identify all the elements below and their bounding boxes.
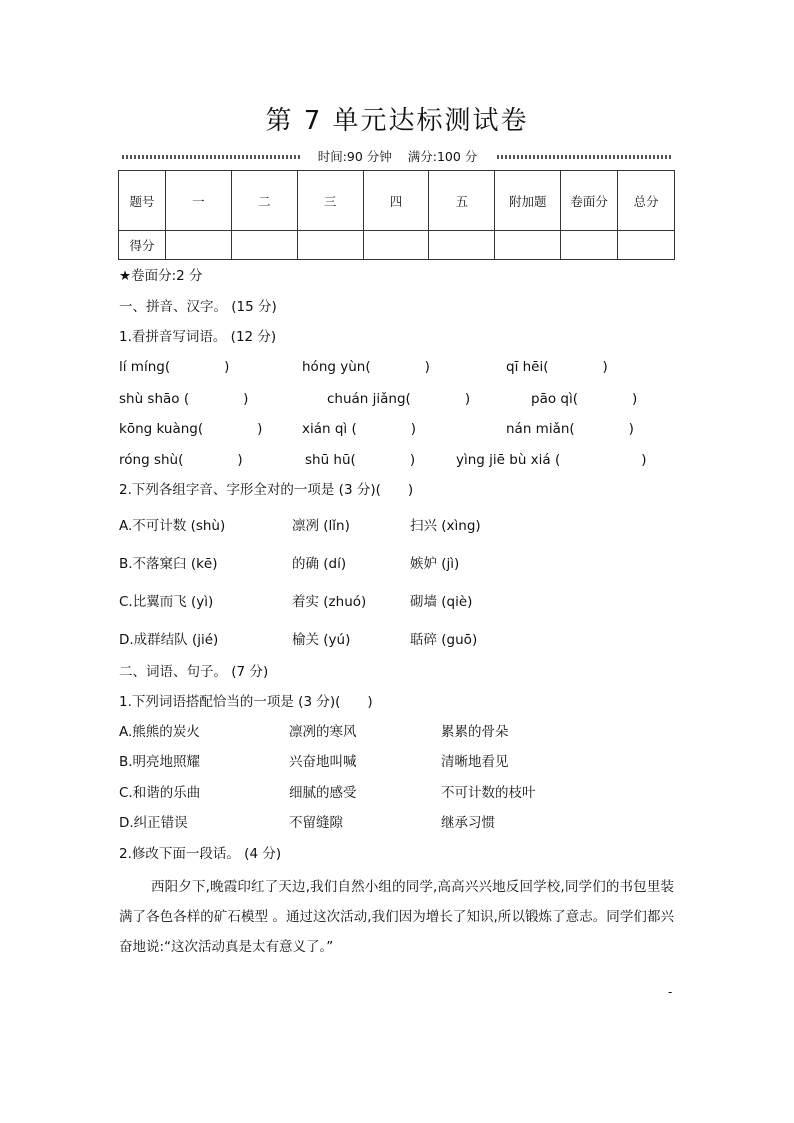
option-a-word-3: 累累的骨朵 [441, 724, 509, 740]
pinyin-item: shū hū( ) [305, 452, 416, 468]
option-a-word-2: 凛冽的寒风 [289, 724, 357, 740]
option-d-word-2: 榆关 (yú) [292, 632, 351, 648]
option-d-word-2: 不留缝隙 [289, 815, 343, 831]
score-row-label: 得分 [119, 231, 166, 260]
option-c-word-2: 细腻的感受 [289, 785, 357, 801]
option-b: B.不落窠臼 (kē) [119, 556, 218, 572]
option-c-word-3: 不可计数的枝叶 [441, 785, 536, 801]
score-cell[interactable] [165, 231, 231, 260]
pinyin-item: xián qì ( ) [302, 421, 417, 437]
exam-time: 时间:90 分钟 [317, 149, 392, 164]
score-table-score-row [119, 231, 675, 260]
score-header-cell: 附加题 [495, 171, 561, 231]
score-header-cell: 三 [297, 171, 363, 231]
option-c: C.和谐的乐曲 [119, 785, 201, 801]
score-header-cell: 一 [165, 171, 231, 231]
pinyin-item: kōng kuàng( ) [119, 421, 263, 437]
pinyin-item: shù shāo ( ) [119, 391, 249, 407]
option-c: C.比翼而飞 (yì) [119, 594, 214, 610]
score-cell[interactable] [297, 231, 363, 260]
score-cell[interactable] [429, 231, 495, 260]
section-2-heading: 二、词语、句子。 (7 分) [119, 664, 269, 680]
pinyin-item: hóng yùn( ) [302, 359, 430, 375]
section-1-heading: 一、拼音、汉字。 (15 分) [119, 299, 277, 315]
option-a: A.熊熊的炭火 [119, 724, 200, 740]
score-table-header-row [119, 171, 675, 231]
score-header-cell: 四 [363, 171, 429, 231]
option-a-word-2: 凛冽 (lǐn) [292, 518, 350, 534]
score-header-cell: 总分 [618, 171, 675, 231]
question-1-2-title: 2.下列各组字音、字形全对的一项是 (3 分)( ) [119, 482, 414, 498]
score-header-cell: 题号 [119, 171, 166, 231]
page-footer-mark: - [668, 985, 673, 999]
option-d: D.纠正错误 [119, 815, 188, 831]
option-c-word-3: 砌墙 (qiè) [410, 594, 473, 610]
option-b-word-3: 清晰地看见 [441, 754, 509, 770]
option-b-word-2: 的确 (dí) [292, 556, 347, 572]
score-header-cell: 卷面分 [561, 171, 618, 231]
option-b-word-3: 嫉妒 (jì) [410, 556, 460, 572]
question-2-2-title: 2.修改下面一段话。 (4 分) [119, 846, 282, 862]
revision-passage: 西阳夕下,晚霞印红了天边,我们自然小组的同学,高高兴兴地反回学校,同学们的书包里装满了各色各样的矿石模型 。通过这次活动,我们因为增长了知识,所以锻炼了意志。同学们都兴奋地说:“这次活动真是太有意义了。” [119, 879, 674, 955]
pinyin-item: yìng jiē bù xiá ( ) [456, 452, 647, 468]
score-cell[interactable] [618, 231, 675, 260]
question-2-1-title: 1.下列词语搭配恰当的一项是 (3 分)( ) [119, 694, 373, 710]
pinyin-item: róng shù( ) [119, 452, 243, 468]
exam-meta [120, 148, 675, 166]
score-header-cell: 二 [231, 171, 297, 231]
score-table [118, 170, 675, 260]
option-b-word-2: 兴奋地叫喊 [289, 754, 357, 770]
pinyin-item: nán miǎn( ) [506, 421, 634, 437]
pinyin-item: lí míng( ) [119, 359, 230, 375]
page-title: 第 7 单元达标测试卷 [265, 106, 529, 136]
pinyin-item: qī hēi( ) [506, 359, 608, 375]
neatness-note: ★卷面分:2 分 [119, 268, 203, 284]
question-1-1-title: 1.看拼音写词语。 (12 分) [119, 329, 277, 345]
option-a: A.不可计数 (shù) [119, 518, 226, 534]
option-d: D.成群结队 (jié) [119, 632, 219, 648]
pinyin-item: pāo qì( ) [531, 391, 638, 407]
score-cell[interactable] [561, 231, 618, 260]
pinyin-item: chuán jiǎng( ) [327, 391, 471, 407]
decorative-wave-right [497, 155, 673, 159]
option-b: B.明亮地照耀 [119, 754, 201, 770]
score-cell[interactable] [495, 231, 561, 260]
option-d-word-3: 继承习惯 [441, 815, 495, 831]
option-d-word-3: 聒碎 (guō) [410, 632, 478, 648]
score-header-cell: 五 [429, 171, 495, 231]
score-cell[interactable] [231, 231, 297, 260]
exam-full-score: 满分:100 分 [407, 149, 478, 164]
option-c-word-2: 着实 (zhuó) [292, 594, 367, 610]
option-a-word-3: 扫兴 (xìng) [410, 518, 481, 534]
score-cell[interactable] [363, 231, 429, 260]
